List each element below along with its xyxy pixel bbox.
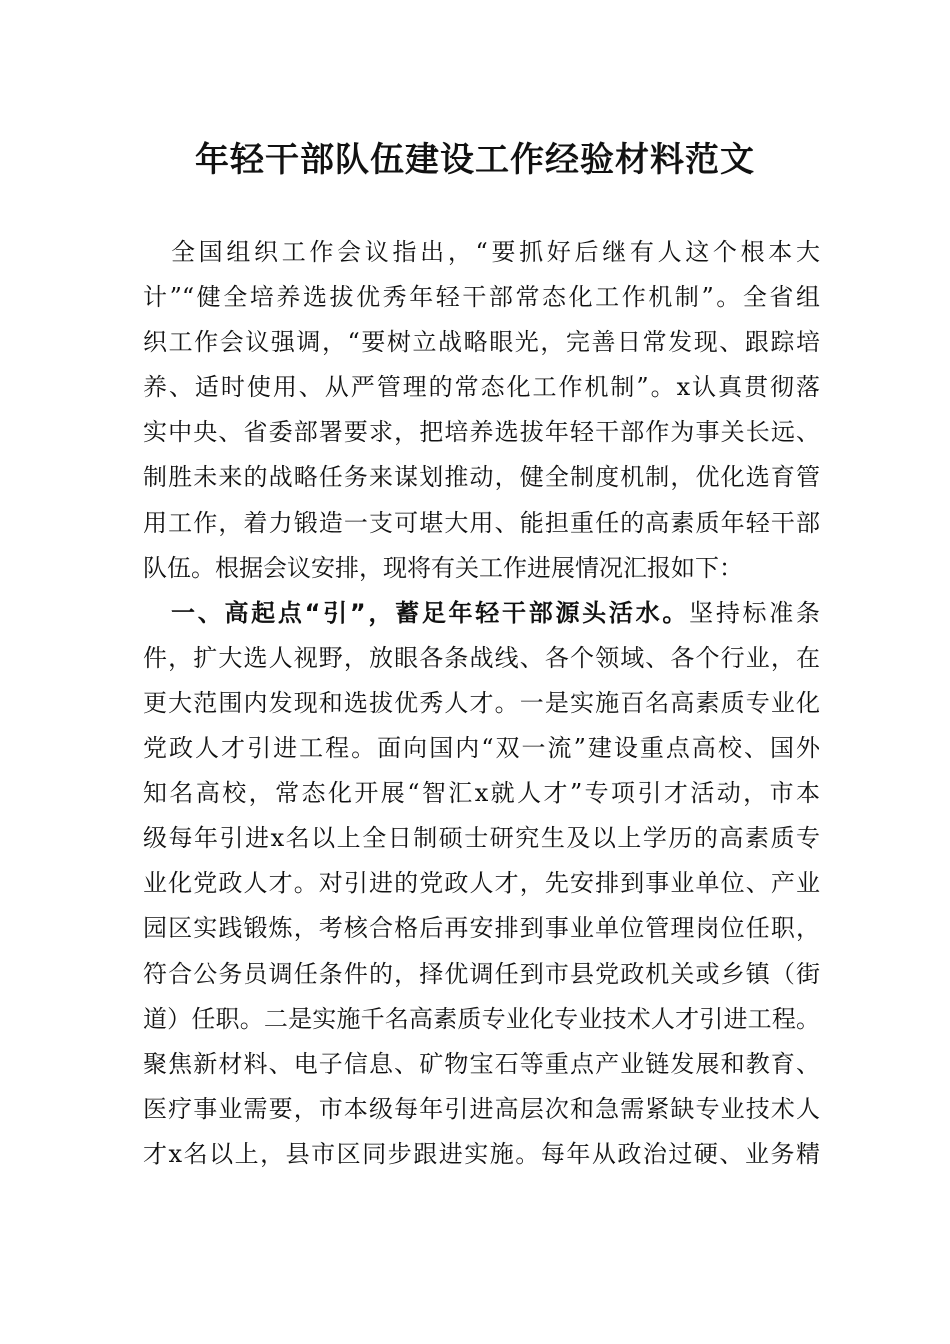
text-line: 全国组织工作会议指出，“要抓好后继有人这个根本大 bbox=[171, 238, 820, 266]
text-line: 计”“健全培养选拔优秀年轻干部常态化工作机制”。全省组 bbox=[143, 283, 820, 312]
text-line: 级每年引进x名以上全日制硕士研究生及以上学历的高素质专 bbox=[143, 824, 820, 853]
text-line: 制胜未来的战略任务来谋划推动，健全制度机制，优化选育管 bbox=[143, 463, 820, 492]
text-line: 医疗事业需要，市本级每年引进高层次和急需紧缺专业技术人 bbox=[143, 1094, 820, 1123]
text-line: 队伍。根据会议安排，现将有关工作进展情况汇报如下： bbox=[143, 553, 743, 582]
text-line: 才x名以上，县市区同步跟进实施。每年从政治过硬、业务精 bbox=[143, 1139, 820, 1168]
text-line: 养、适时使用、从严管理的常态化工作机制”。x认真贯彻落 bbox=[143, 373, 820, 402]
text-line: 业化党政人才。对引进的党政人才，先安排到事业单位、产业 bbox=[143, 869, 820, 898]
text-line: 党政人才引进工程。面向国内“双一流”建设重点高校、国外 bbox=[143, 734, 820, 763]
paragraph-intro bbox=[143, 230, 820, 591]
text-line: 聚焦新材料、电子信息、矿物宝石等重点产业链发展和教育、 bbox=[143, 1049, 820, 1078]
text-line: 符合公务员调任条件的，择优调任到市县党政机关或乡镇（街 bbox=[143, 959, 820, 988]
text-line: 件，扩大选人视野，放眼各条战线、各个领域、各个行业，在 bbox=[143, 643, 820, 672]
document-body bbox=[143, 230, 820, 1177]
text-line: 织工作会议强调，“要树立战略眼光，完善日常发现、跟踪培 bbox=[143, 328, 820, 357]
text-line: 更大范围内发现和选拔优秀人才。一是实施百名高素质专业化 bbox=[143, 688, 820, 717]
section-text: 坚持标准条 bbox=[689, 598, 821, 627]
text-line: 用工作，着力锻造一支可堪大用、能担重任的高素质年轻干部 bbox=[143, 508, 820, 537]
text-line bbox=[143, 591, 820, 636]
section-heading: 一、高起点“引”，蓄足年轻干部源头活水。 bbox=[171, 598, 690, 627]
text-line: 园区实践锻炼，考核合格后再安排到事业单位管理岗位任职， bbox=[143, 914, 820, 943]
document-title: 年轻干部队伍建设工作经验材料范文 bbox=[195, 140, 755, 180]
text-line: 知名高校，常态化开展“智汇x就人才”专项引才活动，市本 bbox=[143, 779, 820, 808]
text-line: 实中央、省委部署要求，把培养选拔年轻干部作为事关长远、 bbox=[143, 418, 820, 447]
text-line: 道）任职。二是实施千名高素质专业化专业技术人才引进工程。 bbox=[143, 1004, 820, 1033]
paragraph-section-1 bbox=[143, 591, 820, 1177]
